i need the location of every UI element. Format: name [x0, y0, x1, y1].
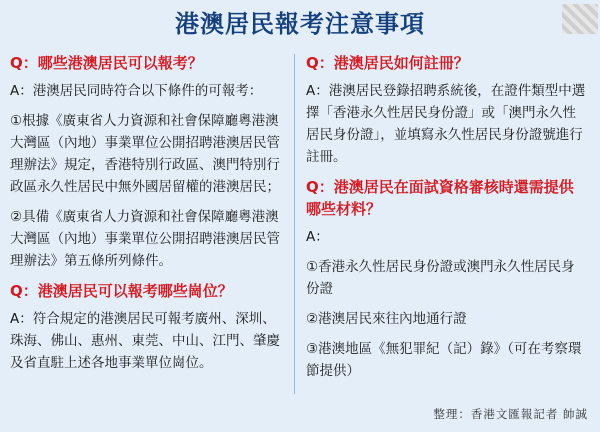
- blurred-logo: [562, 4, 598, 34]
- answer-registration: A：港澳居民登錄招聘系統後，在證件類型中選擇「香港永久性居民身份證」或「澳門永久性居民身份證」，並填寫永久性居民身份證號進行註冊。: [306, 83, 586, 165]
- answer-eligibility-item-1: ①根據《廣東省人力資源和社會保障廳粵港澳大灣區（內地）事業單位公開招聘港澳居民管理辦法》規定，香港特別行政區、澳門特別行政區永久性居民中無外國居留權的港澳居民；: [10, 113, 280, 195]
- answer-eligibility-item-2: ②具備《廣東省人力資源和社會保障廳粵港澳大灣區（內地）事業單位公開招聘港澳居民管理辦法》第五條所列條件。: [10, 209, 280, 269]
- answer-materials-item-3: ③港澳地區《無犯罪紀（記）錄》（可在考察環節提供）: [306, 341, 582, 379]
- answer-materials-item-1: ①香港永久性居民身份證或澳門永久性居民身份證: [306, 259, 575, 297]
- question-materials: Q：港澳居民在面試資格審核時還需提供哪些材料？: [306, 178, 574, 218]
- question-eligibility: Q：哪些港澳居民可以報考？: [10, 54, 203, 72]
- credit-line: 整理：香港文匯報記者 帥誠: [433, 407, 588, 421]
- answer-materials-item-2: ②港澳居民來往內地通行證: [306, 311, 467, 327]
- page-title: 港澳居民報考注意事項: [175, 9, 425, 38]
- column-divider: [294, 54, 295, 394]
- question-positions: Q：港澳居民可以報考哪些崗位？: [10, 282, 233, 300]
- right-column: [306, 52, 588, 390]
- answer-positions: A：符合規定的港澳居民可報考廣州、深圳、珠海、佛山、惠州、東莞、中山、江門、肇慶及省直駐上述各地事業單位崗位。: [10, 311, 280, 371]
- answer-eligibility-intro: A：港澳居民同時符合以下條件的可報考：: [10, 83, 263, 99]
- answer-materials-label: A：: [306, 229, 329, 245]
- question-registration: Q：港澳居民如何註冊？: [306, 54, 469, 72]
- left-column: [10, 52, 286, 382]
